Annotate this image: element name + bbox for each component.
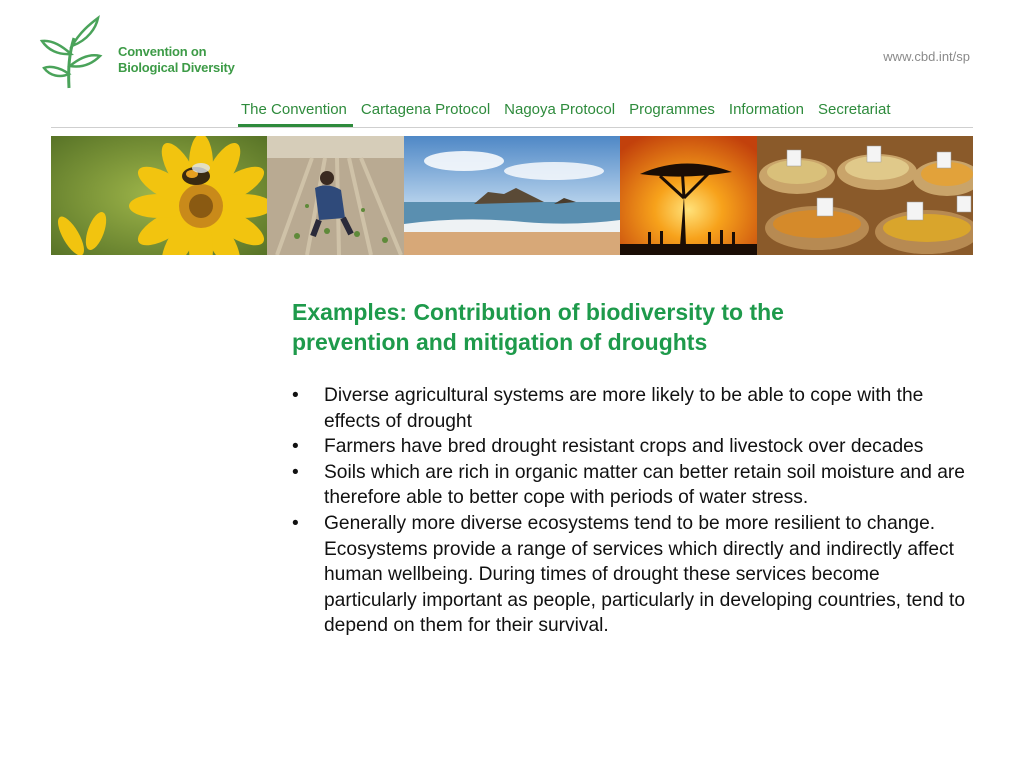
rocky-beach-image	[404, 136, 620, 255]
bullet-list	[292, 383, 972, 639]
list-item	[292, 460, 972, 511]
slide-content	[292, 297, 972, 639]
nav-item-cartagena-protocol[interactable]: Cartagena Protocol	[360, 101, 491, 118]
bullet-marker: •	[292, 512, 299, 534]
bullet-marker: •	[292, 461, 299, 483]
list-item	[292, 511, 972, 639]
site-url[interactable]: www.cbd.int/sp	[883, 49, 970, 64]
logo-wordmark	[118, 44, 235, 76]
farmer-field-image	[267, 136, 404, 255]
photo-banner	[51, 136, 973, 255]
logo-line-2: Biological Diversity	[118, 60, 235, 75]
sunflower-bee-image	[51, 136, 267, 255]
cbd-logo[interactable]	[38, 14, 238, 94]
bullet-text: Diverse agricultural systems are more likely to be able to cope with the effects of drought	[324, 385, 924, 432]
spice-baskets-image	[757, 136, 973, 255]
list-item	[292, 434, 972, 460]
nav-item-the-convention[interactable]: The Convention	[234, 99, 354, 126]
bullet-text: Soils which are rich in organic matter can better retain soil moisture and are therefore able to better cope with periods of water stress.	[324, 461, 965, 509]
nav-item-secretariat[interactable]: Secretariat	[817, 101, 891, 118]
list-item	[292, 383, 972, 434]
nav-divider	[51, 127, 973, 128]
bullet-marker: •	[292, 385, 299, 406]
bullet-text: Farmers have bred drought resistant crops and livestock over decades	[324, 436, 924, 458]
leaf-plant-icon	[38, 14, 108, 94]
bullet-text: Generally more diverse ecosystems tend to be more resilient to change. Ecosystems provide a range of services which directly and indirectly affect human wellbeing. During times of drought these services become particularly important as people, particularly in developing countries, tend to depend on them for their survival.	[324, 512, 966, 637]
slide-title: Examples: Contribution of biodiversity to the prevention and mitigation of droughts	[292, 299, 784, 355]
main-nav	[234, 99, 898, 126]
acacia-sunset-image	[620, 136, 757, 255]
nav-item-nagoya-protocol[interactable]: Nagoya Protocol	[504, 101, 616, 118]
logo-line-1: Convention on	[118, 44, 207, 59]
nav-item-programmes[interactable]: Programmes	[629, 101, 715, 118]
nav-item-information[interactable]: Information	[728, 101, 804, 118]
bullet-marker: •	[292, 436, 299, 458]
